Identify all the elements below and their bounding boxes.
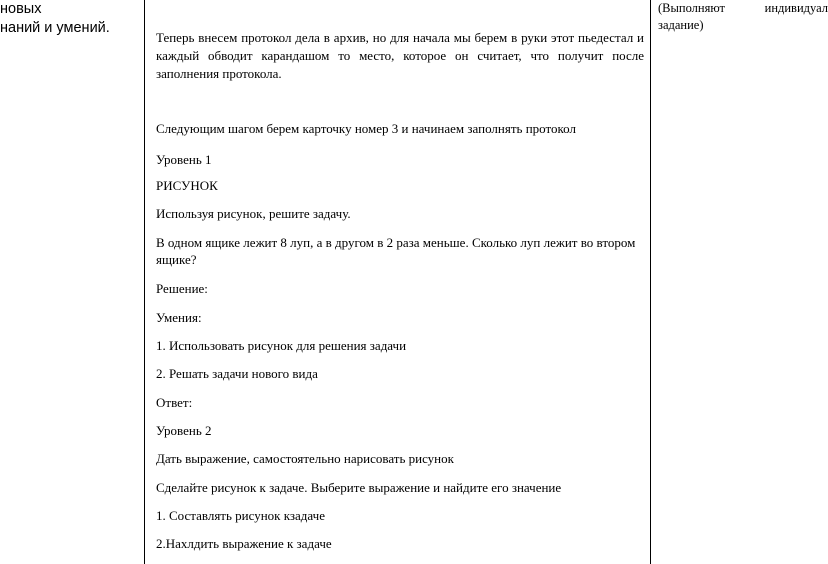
instruction-text: Используя рисунок, решите задачу. [156,206,351,221]
left-cell-line-2: наний и умений. [0,20,110,36]
right-cell-line-2: задание) [658,18,704,32]
next-step-text: Следующим шагом берем карточку номер 3 и начинаем заполнять протокол [156,121,576,136]
answer-label: Ответ: [156,395,193,410]
problem-line-2: ящике? [156,252,197,267]
table-border-middle [650,0,651,564]
left-cell-line-1: новых [0,1,42,17]
table-border-left [144,0,145,564]
picture-label: РИСУНОК [156,178,218,193]
intro-paragraph [156,29,644,83]
task-2-text: Дать выражение, самостоятельно нарисовать рисунок [156,451,454,466]
right-cell-word-1: (Выполняют [658,1,725,15]
skills-label: Умения: [156,310,202,325]
task-2-item-2: 2.Нахлдить выражение к задаче [156,536,332,551]
level-2-heading: Уровень 2 [156,423,212,438]
right-cell-word-2: индивидуал [764,1,828,15]
solution-label: Решение: [156,281,208,296]
task-2-item-1: 1. Составлять рисунок кзадаче [156,508,325,523]
level-1-heading: Уровень 1 [156,152,212,167]
problem-line-1: В одном ящике лежит 8 луп, а в другом в 2 раза меньше. Сколько луп лежит во втором [156,235,636,250]
intro-line: заполнения протокола. [156,66,282,81]
middle-cell [156,0,644,564]
intro-line: каждый обводит карандашом то место, которое он считает, что получит после [156,48,644,63]
right-cell-line-1 [658,0,828,17]
task-2-instruction: Сделайте рисунок к задаче. Выберите выражение и найдите его значение [156,480,562,495]
intro-line: Теперь внесем протокол дела в архив, но для начала мы берем в руки этот пьедестал и [156,30,644,45]
skill-item-2: 2. Решать задачи нового вида [156,366,318,381]
skill-item-1: 1. Использовать рисунок для решения задачи [156,338,407,353]
